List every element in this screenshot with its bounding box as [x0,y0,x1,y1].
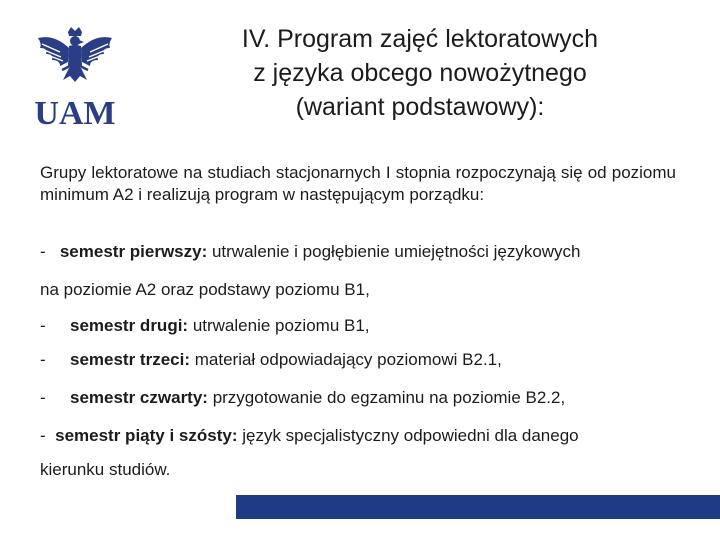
item-dash: - [40,242,46,261]
semester-text: język specjalistyczny odpowiedni dla danego [237,426,579,445]
semester-item-5-continuation: kierunku studiów. [40,460,171,479]
slide-content [40,162,676,479]
semester-text: materiał odpowiadający poziomowi B2.1, [190,350,502,369]
intro-paragraph: Grupy lektoratowe na studiach stacjonarnych I stopnia rozpoczynają się od poziomu minimum A2 i realizują program w następującym porządku: [40,163,676,204]
uam-logo [32,24,118,134]
semester-label: semestr drugi: [70,316,189,335]
slide-title [150,22,690,124]
semester-item-5 [40,426,676,446]
semester-label: semestr piąty i szósty: [55,426,238,445]
item-dash: - [40,426,46,445]
item-dash: - [40,388,46,407]
eagle-icon [32,24,118,134]
semester-text: utrwalenie i pogłębienie umiejętności językowych [207,242,581,261]
title-line-3: (wariant podstawowy): [295,93,545,121]
semester-item-1 [40,242,676,262]
footer-accent-bar [236,495,720,519]
semester-text: przygotowanie do egzaminu na poziomie B2.2, [207,388,566,407]
semester-text: utrwalenie poziomu B1, [188,316,370,335]
semester-label: semestr trzeci: [70,350,191,369]
logo-text: UAM [34,95,116,132]
semester-item-3 [40,350,676,370]
semester-label: semestr pierwszy: [59,242,208,261]
semester-item-4 [40,388,676,408]
title-line-1: IV. Program zajęć lektoratowych [241,25,599,53]
semester-label: semestr czwarty: [70,388,208,407]
semester-item-1-continuation: na poziomie A2 oraz podstawy poziomu B1, [40,280,370,299]
title-line-2: z języka obcego nowożytnego [253,59,587,87]
item-dash: - [40,350,46,369]
item-dash: - [40,316,46,335]
semester-item-2 [40,316,676,336]
